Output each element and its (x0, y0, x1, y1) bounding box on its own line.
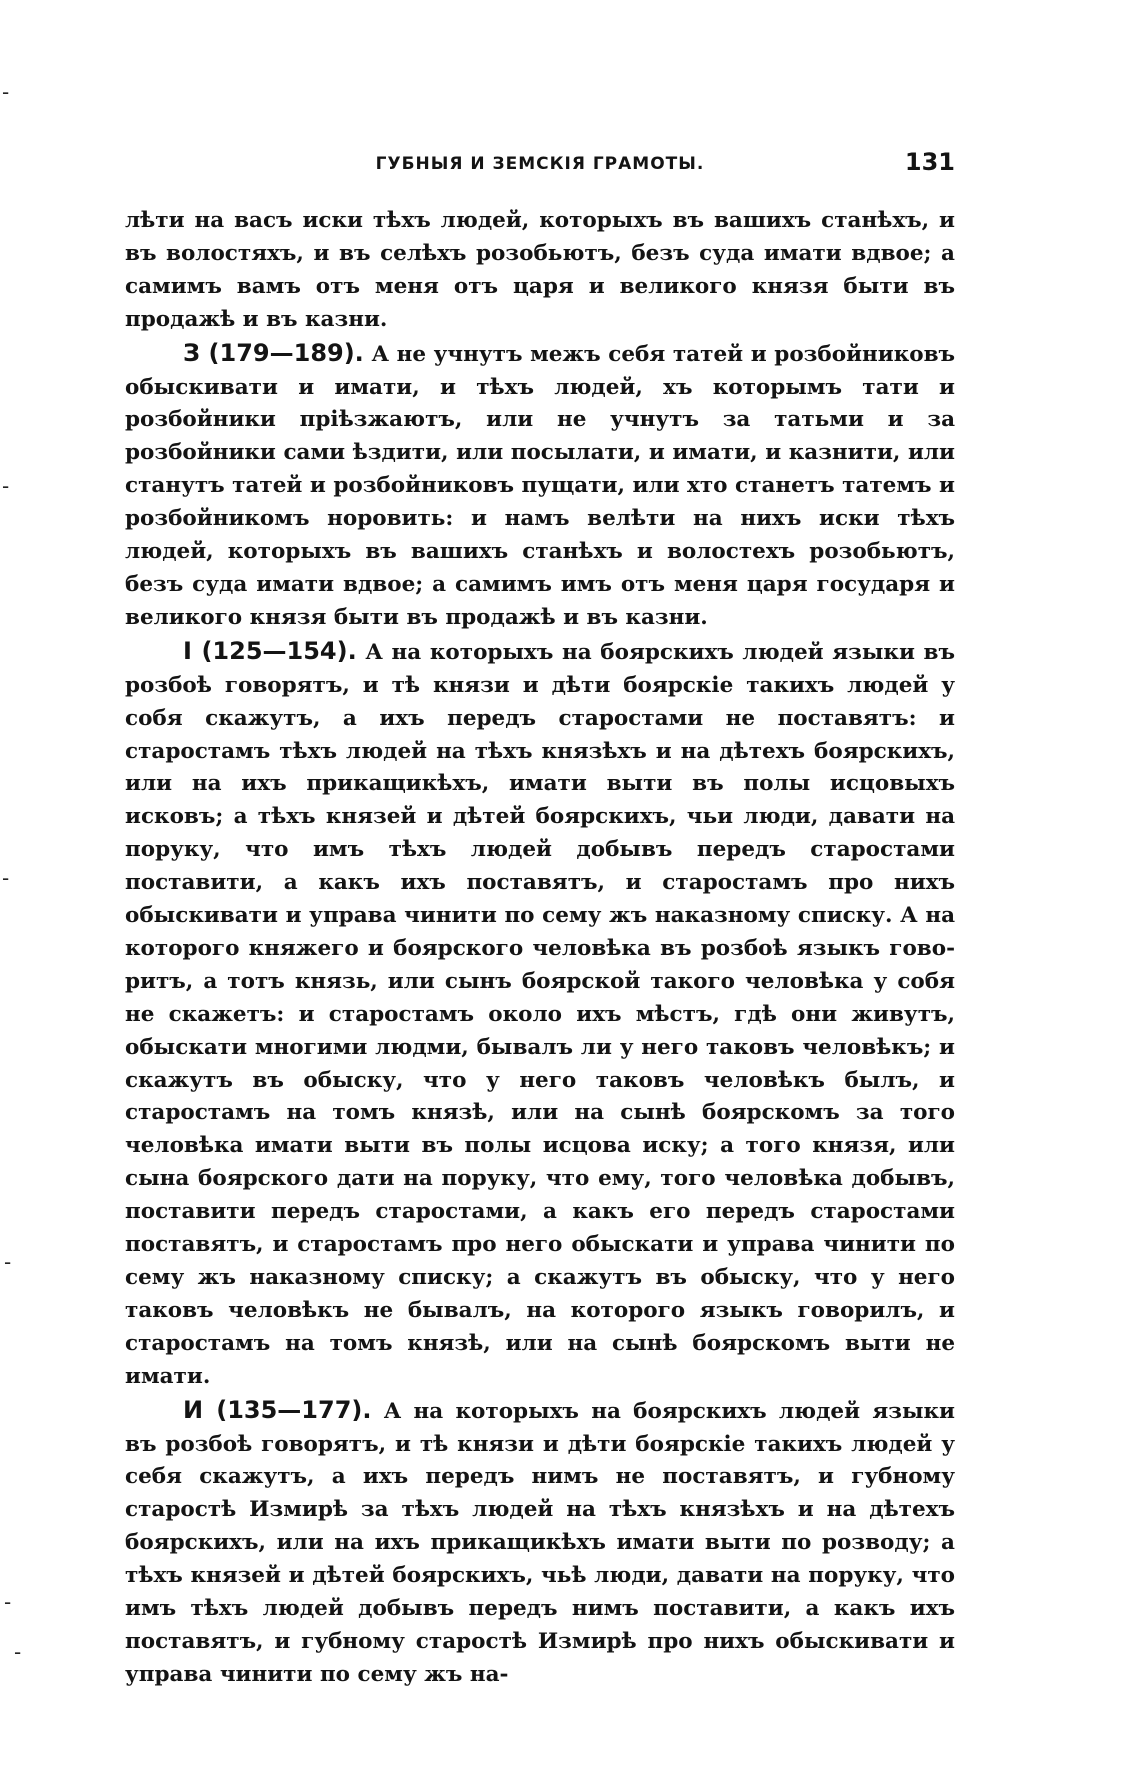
margin-mark: - (4, 1590, 12, 1614)
margin-mark: - (2, 474, 10, 498)
page-number: 131 (904, 148, 955, 176)
running-head (125, 150, 955, 186)
paragraph-section-i-short (125, 1394, 955, 1692)
section-signature: І (125—154). (183, 636, 357, 665)
text-body (125, 205, 955, 1692)
running-title: ГУБНЫЯ И ЗЕМСКІЯ ГРАМОТЫ. (375, 154, 705, 174)
margin-mark: - (4, 1250, 12, 1274)
margin-mark: - (2, 866, 10, 890)
paragraph-text: А на которыхъ на боярскихъ людей языки въ розбоѣ говорятъ, и тѣ князи и дѣти боярскіе такихъ людей у собя скажутъ, а ихъ передъ старостами не поставятъ: и старостамъ тѣхъ людей на тѣхъ князѣхъ и на дѣтехъ боярскихъ, или на ихъ прикащикѣхъ, имати выти въ полы исцовыхъ исковъ; а тѣхъ князей и дѣтей боярскихъ, чьи люди, давати на поруку, что имъ тѣхъ людей добывъ передъ старостами поставити, а какъ ихъ поставятъ, и старостамъ про нихъ обыскивати и управа чинити по сему жъ наказному списку. А на которого княжего и боярского человѣка въ розбоѣ языкъ говоритъ, а тотъ князь, или сынъ боярской такого человѣка у собя не скажетъ: и старостамъ около ихъ мѣстъ, гдѣ они живутъ, обыскати многими людми, бывалъ ли у него таковъ человѣкъ; и скажутъ въ обыску, что у него таковъ человѣкъ былъ, и старостамъ на томъ князѣ, или на сынѣ боярскомъ за того человѣка имати выти въ полы исцова иску; а того князя, или сына боярского дати на поруку, что ему, того человѣка добывъ, поставити передъ старостами, а какъ его передъ старостами поставятъ, и старостамъ про него обыскати и управа чинити по сему жъ наказному списку; а скажутъ въ обыску, что у него таковъ человѣкъ не бывалъ, на которого языкъ говорилъ, и старостамъ на томъ князѣ, или на сынѣ боярскомъ выти не имати. (125, 639, 955, 1389)
section-signature: З (179—189). (183, 338, 364, 367)
margin-mark: - (2, 80, 10, 104)
paragraph-continuation (125, 205, 955, 337)
paragraph-text: лѣти на васъ иски тѣхъ людей, которыхъ въ вашихъ станѣхъ, и въ волостяхъ, и въ селѣхъ розобьютъ, безъ суда имати вдвое; а самимъ вамъ отъ меня отъ царя и великого князя быти въ продажѣ и въ казни. (125, 208, 955, 332)
paragraph-section-z (125, 337, 955, 635)
paragraph-text: А не учнутъ межъ себя татей и розбойниковъ обыскивати и имати, и тѣхъ людей, хъ которымъ тати и розбойники пріѣзжаютъ, или не учнутъ за татьми и за розбойники сами ѣздити, или посылати, и имати, и казнити, или станутъ татей и розбойниковъ пущати, или хто станетъ татемъ и розбойникомъ норовить: и намъ велѣти на нихъ иски тѣхъ людей, которыхъ въ вашихъ станѣхъ и волостехъ розобьютъ, безъ суда имати вдвое; а самимъ имъ отъ меня царя государя и великого князя быти въ продажѣ и въ казни. (125, 341, 955, 630)
margin-mark: - (14, 1640, 22, 1664)
paragraph-text: А на которыхъ на боярскихъ людей языки въ розбоѣ говорятъ, и тѣ князи и дѣти боярскіе такихъ людей у себя скажутъ, а ихъ передъ нимъ не поставятъ, и губному старостѣ Измирѣ за тѣхъ людей на тѣхъ князѣхъ и на дѣтехъ боярскихъ, или на ихъ прикащикѣхъ имати выти по розводу; а тѣхъ князей и дѣтей боярскихъ, чьѣ люди, давати на поруку, что имъ тѣхъ людей добывъ передъ нимъ поставити, а какъ ихъ поставятъ, и губному старостѣ Измирѣ про нихъ обыскивати и управа чинити по сему жъ на- (125, 1398, 955, 1687)
section-signature: И (135—177). (183, 1395, 372, 1424)
paragraph-section-i (125, 635, 955, 1394)
